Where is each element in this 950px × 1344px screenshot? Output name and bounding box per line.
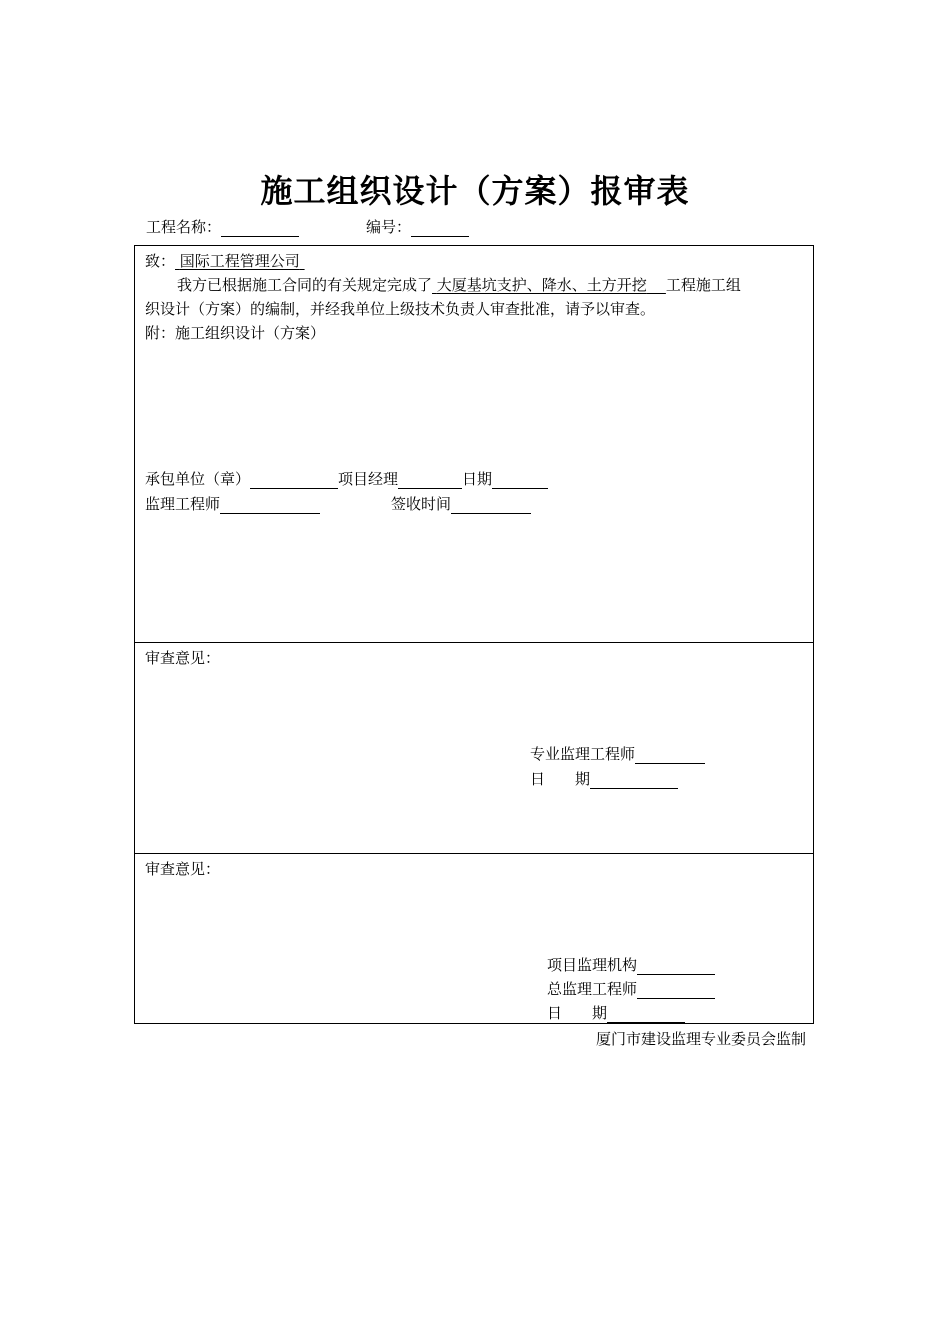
project-name-label: 工程名称： — [146, 218, 222, 236]
supervisor-line — [145, 493, 320, 514]
project-value: 大厦基坑支护、降水、土方开挖 — [436, 276, 647, 294]
supervisor-label: 监理工程师 — [145, 495, 221, 513]
body-suffix: 工程施工组 — [665, 276, 741, 294]
chief-line — [547, 978, 715, 999]
body-prefix: 我方已根据施工合同的有关规定完成了 — [177, 276, 433, 294]
manager-blank[interactable] — [398, 473, 462, 489]
submission-section — [135, 246, 813, 642]
date-blank[interactable] — [590, 773, 678, 789]
received-blank[interactable] — [451, 498, 531, 514]
to-label: 致： — [145, 252, 176, 270]
project-name-field — [146, 216, 299, 237]
number-field — [366, 216, 469, 237]
opinion-label: 审查意见： — [145, 649, 221, 667]
date-label: 日 期 — [547, 1004, 608, 1022]
body-line-2: 织设计（方案）的编制，并经我单位上级技术负责人审查批准，请予以审查。 — [145, 300, 656, 318]
date-blank[interactable] — [492, 473, 548, 489]
engineer-blank[interactable] — [635, 748, 705, 764]
form-table — [134, 245, 814, 1024]
chief-date-line — [547, 1002, 685, 1023]
addressee-line — [145, 250, 305, 271]
opinion-label: 审查意见： — [145, 860, 221, 878]
date-blank[interactable] — [607, 1007, 685, 1023]
engineer-line — [530, 743, 705, 764]
date-label: 日 期 — [530, 770, 591, 788]
chief-blank[interactable] — [637, 983, 715, 999]
manager-label: 项目经理 — [338, 470, 399, 488]
org-line — [547, 954, 715, 975]
engineer-label: 专业监理工程师 — [530, 745, 636, 763]
contractor-line — [145, 468, 548, 489]
attachment-line: 附：施工组织设计（方案） — [145, 324, 326, 342]
engineer-review-section — [135, 642, 813, 853]
body-line-1 — [177, 274, 741, 295]
chief-label: 总监理工程师 — [547, 980, 638, 998]
form-title: 施工组织设计（方案）报审表 — [260, 172, 690, 210]
org-label: 项目监理机构 — [547, 956, 638, 974]
supervisor-blank[interactable] — [220, 498, 320, 514]
footer-issuer: 厦门市建设监理专业委员会监制 — [595, 1030, 806, 1048]
received-line — [391, 493, 531, 514]
chief-review-section — [135, 853, 813, 1023]
engineer-date-line — [530, 768, 678, 789]
contractor-label: 承包单位（章） — [145, 470, 251, 488]
contractor-blank[interactable] — [250, 473, 338, 489]
number-blank[interactable] — [411, 221, 469, 237]
addressee-value: 国际工程管理公司 — [179, 252, 300, 270]
received-label: 签收时间 — [391, 495, 452, 513]
project-name-blank[interactable] — [221, 221, 299, 237]
org-blank[interactable] — [637, 959, 715, 975]
number-label: 编号： — [366, 218, 412, 236]
date-label: 日期 — [462, 470, 493, 488]
